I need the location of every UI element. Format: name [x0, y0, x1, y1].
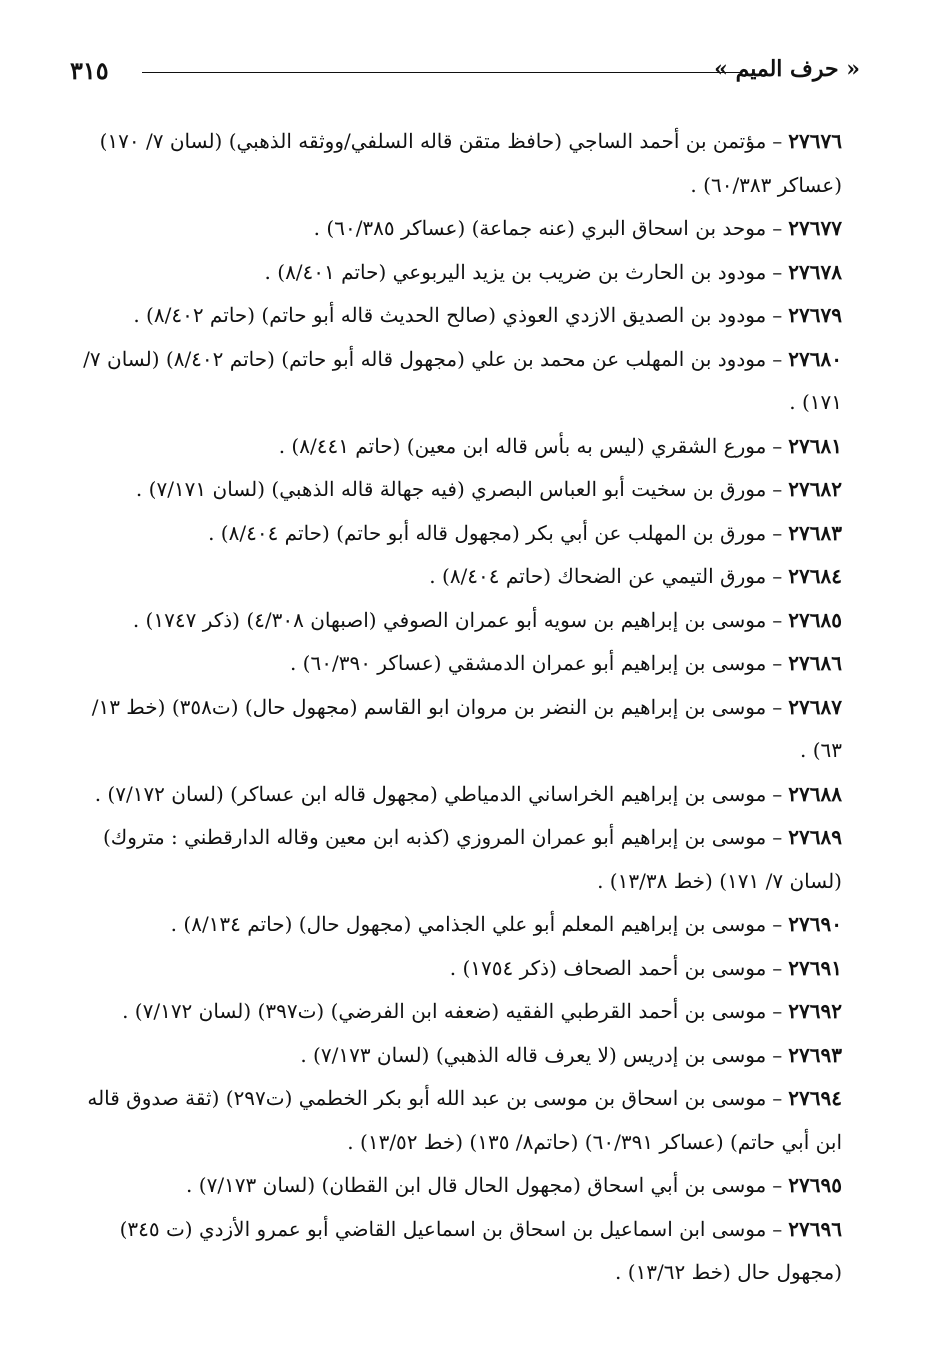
- entry-text: مودود بن المهلب عن محمد بن علي (مجهول قاله أبو حاتم) (حاتم ٨/٤٠٢) (لسان ٧/ ١٧١) .: [83, 346, 842, 414]
- entry-27696: ٢٧٦٩٦–موسى ابن اسماعيل بن اسحاق بن اسماعيل القاضي أبو عمرو الأزدي (ت ٣٤٥) (مجهول حال (خط ١٣/٦٢) .: [119, 1216, 842, 1284]
- entry-27677: ٢٧٦٧٧–موحد بن اسحاق البري (عنه جماعة) (عساكر ٦٠/٣٨٥) .: [313, 216, 842, 240]
- entry-text: موسى بن اسحاق بن موسى بن عبد الله أبو بكر الخطمي (ت٢٩٧) (ثقة صدوق قاله ابن أبي حاتم) (عساكر ٦٠/٣٩١) (حاتم٨/ ١٣٥) (خط ١٣/٥٢) .: [87, 1086, 842, 1154]
- entry-27691: ٢٧٦٩١–موسى بن أحمد الصحاف (ذكر ١٧٥٤) .: [449, 955, 842, 980]
- entry-text: موسى بن أبي اسحاق (مجهول الحال قال ابن القطان) (لسان ٧/١٧٣) .: [186, 1173, 767, 1197]
- entry-27688: ٢٧٦٨٨–موسى بن إبراهيم الخراساني الدمياطي (مجهول قاله ابن عساكر) (لسان ٧/١٧٢) .: [94, 781, 842, 806]
- entry-number: ٢٧٦٩٦: [788, 1216, 842, 1241]
- entry-text: موسى ابن اسماعيل بن اسحاق بن اسماعيل القاضي أبو عمرو الأزدي (ت ٣٤٥) (مجهول حال (خط ١٣/٦٢) .: [119, 1216, 842, 1284]
- entry-number: ٢٧٦٨١: [788, 433, 842, 458]
- entry-27679: ٢٧٦٧٩–مودود بن الصديق الازدي العوذي (صالح الحديث قاله أبو حاتم) (حاتم ٨/٤٠٢) .: [133, 303, 842, 327]
- entry-number: ٢٧٦٧٨: [788, 259, 842, 284]
- entry-27692: ٢٧٦٩٢–موسى بن أحمد القرطبي الفقيه (ضعفه ابن الفرضي) (ت٣٩٧) (لسان ٧/١٧٢) .: [122, 999, 842, 1023]
- entry-text: موحد بن اسحاق البري (عنه جماعة) (عساكر ٦٠/٣٨٥) .: [313, 216, 767, 240]
- entry-number: ٢٧٦٨٤: [788, 564, 842, 588]
- entry-27681: ٢٧٦٨١–مورع الشقري (ليس به بأس قاله ابن معين) (حاتم ٨/٤٤١) .: [278, 433, 842, 458]
- entry-text: موسى بن إبراهيم بن سويه أبو عمران الصوفي (اصبهان ٤/٣٠٨) (ذكر ١٧٤٧) .: [132, 607, 767, 632]
- entry-text: مورق بن سخيت أبو العباس البصري (فيه جهالة قاله الذهبي) (لسان ٧/١٧١) .: [135, 477, 767, 501]
- entry-text: موسى بن إبراهيم الخراساني الدمياطي (مجهول قاله ابن عساكر) (لسان ٧/١٧٢) .: [94, 781, 767, 806]
- page-number: ٣١٥: [70, 56, 109, 85]
- entry-number: ٢٧٦٩٥: [788, 1173, 842, 1197]
- entry-27695: ٢٧٦٩٥–موسى بن أبي اسحاق (مجهول الحال قال ابن القطان) (لسان ٧/١٧٣) .: [186, 1173, 842, 1197]
- entry-number: ٢٧٦٩١: [788, 955, 842, 980]
- entry-text: مورع الشقري (ليس به بأس قاله ابن معين) (حاتم ٨/٤٤١) .: [278, 433, 767, 458]
- entry-number: ٢٧٦٨٠: [788, 346, 842, 371]
- entry-27694: ٢٧٦٩٤–موسى بن اسحاق بن موسى بن عبد الله أبو بكر الخطمي (ت٢٩٧) (ثقة صدوق قاله ابن أبي حاتم) (عساكر ٦٠/٣٩١) (حاتم٨/ ١٣٥) (خط ١٣/٥٢) .: [87, 1086, 842, 1154]
- entry-number: ٢٧٦٨٢: [788, 477, 842, 501]
- entry-number: ٢٧٦٧٦: [788, 129, 842, 153]
- entry-number: ٢٧٦٩٠: [788, 912, 842, 936]
- entry-number: ٢٧٦٨٧: [788, 694, 842, 719]
- entry-number: ٢٧٦٩٤: [788, 1086, 842, 1110]
- entry-text: مؤتمن بن أحمد الساجي (حافظ متقن قاله السلفي/ووثقه الذهبي) (لسان ٧/ ١٧٠) (عساكر ٦٠/٣٨٣) .: [99, 129, 842, 197]
- entry-number: ٢٧٦٩٣: [788, 1042, 842, 1067]
- entry-text: مودود بن الصديق الازدي العوذي (صالح الحديث قاله أبو حاتم) (حاتم ٨/٤٠٢) .: [133, 303, 767, 327]
- entry-list: [66, 120, 842, 1295]
- entry-text: موسى بن إبراهيم بن النضر بن مروان ابو القاسم (مجهول حال) (ت٣٥٨) (خط ١٣/ ٦٣) .: [91, 694, 842, 762]
- entry-text: مورق التيمي عن الضحاك (حاتم ٨/٤٠٤) .: [429, 564, 767, 588]
- entry-27686: ٢٧٦٨٦–موسى بن إبراهيم أبو عمران الدمشقي (عساكر ٦٠/٣٩٠) .: [289, 651, 842, 675]
- entry-text: موسى بن إبراهيم أبو عمران الدمشقي (عساكر ٦٠/٣٩٠) .: [289, 651, 767, 675]
- entry-27682: ٢٧٦٨٢–مورق بن سخيت أبو العباس البصري (فيه جهالة قاله الذهبي) (لسان ٧/١٧١) .: [135, 477, 842, 501]
- entry-number: ٢٧٦٨٨: [788, 781, 842, 806]
- entry-27689: ٢٧٦٨٩–موسى بن إبراهيم أبو عمران المروزي (كذبه ابن معين وقاله الدارقطني : متروك) (لسان ٧/ ١٧١) (خط ١٣/٣٨) .: [102, 825, 842, 893]
- entry-number: ٢٧٦٩٢: [788, 999, 842, 1023]
- entry-27676: ٢٧٦٧٦–مؤتمن بن أحمد الساجي (حافظ متقن قاله السلفي/ووثقه الذهبي) (لسان ٧/ ١٧٠) (عساكر ٦٠/٣٨٣) .: [99, 129, 842, 197]
- entry-number: ٢٧٦٧٧: [788, 216, 842, 240]
- running-title: « حرف الميم »: [714, 56, 860, 82]
- entry-27687: ٢٧٦٨٧–موسى بن إبراهيم بن النضر بن مروان ابو القاسم (مجهول حال) (ت٣٥٨) (خط ١٣/ ٦٣) .: [91, 694, 842, 762]
- header-rule: [142, 72, 742, 73]
- entry-text: موسى بن إبراهيم أبو عمران المروزي (كذبه ابن معين وقاله الدارقطني : متروك) (لسان ٧/ ١٧١) (خط ١٣/٣٨) .: [102, 825, 842, 893]
- entry-27690: ٢٧٦٩٠–موسى بن إبراهيم المعلم أبو علي الجذامي (مجهول حال) (حاتم ٨/١٣٤) .: [170, 912, 842, 936]
- entry-text: مودود بن الحارث بن ضريب بن يزيد اليربوعي (حاتم ٨/٤٠١) .: [264, 259, 767, 284]
- entry-27693: ٢٧٦٩٣–موسى بن إدريس (لا يعرف قاله الذهبي) (لسان ٧/١٧٣) .: [300, 1042, 842, 1067]
- entry-number: ٢٧٦٨٣: [788, 520, 842, 545]
- entry-text: موسى بن إبراهيم المعلم أبو علي الجذامي (مجهول حال) (حاتم ٨/١٣٤) .: [170, 912, 767, 936]
- entry-text: موسى بن إدريس (لا يعرف قاله الذهبي) (لسان ٧/١٧٣) .: [300, 1042, 767, 1067]
- entry-text: موسى بن أحمد الصحاف (ذكر ١٧٥٤) .: [449, 955, 767, 980]
- entry-number: ٢٧٦٨٦: [788, 651, 842, 675]
- entry-number: ٢٧٦٨٩: [788, 825, 842, 849]
- entry-text: موسى بن أحمد القرطبي الفقيه (ضعفه ابن الفرضي) (ت٣٩٧) (لسان ٧/١٧٢) .: [122, 999, 767, 1023]
- entry-27685: ٢٧٦٨٥–موسى بن إبراهيم بن سويه أبو عمران الصوفي (اصبهان ٤/٣٠٨) (ذكر ١٧٤٧) .: [132, 607, 842, 632]
- page-header: [70, 56, 860, 92]
- entry-27683: ٢٧٦٨٣–مورق بن المهلب عن أبي بكر (مجهول قاله أبو حاتم) (حاتم ٨/٤٠٤) .: [208, 520, 842, 545]
- entry-27684: ٢٧٦٨٤–مورق التيمي عن الضحاك (حاتم ٨/٤٠٤) .: [429, 564, 842, 588]
- entry-27680: ٢٧٦٨٠–مودود بن المهلب عن محمد بن علي (مجهول قاله أبو حاتم) (حاتم ٨/٤٠٢) (لسان ٧/ ١٧١) .: [83, 346, 842, 414]
- entry-27678: ٢٧٦٧٨–مودود بن الحارث بن ضريب بن يزيد اليربوعي (حاتم ٨/٤٠١) .: [264, 259, 842, 284]
- entry-text: مورق بن المهلب عن أبي بكر (مجهول قاله أبو حاتم) (حاتم ٨/٤٠٤) .: [208, 520, 767, 545]
- entry-number: ٢٧٦٨٥: [788, 607, 842, 632]
- entry-number: ٢٧٦٧٩: [788, 303, 842, 327]
